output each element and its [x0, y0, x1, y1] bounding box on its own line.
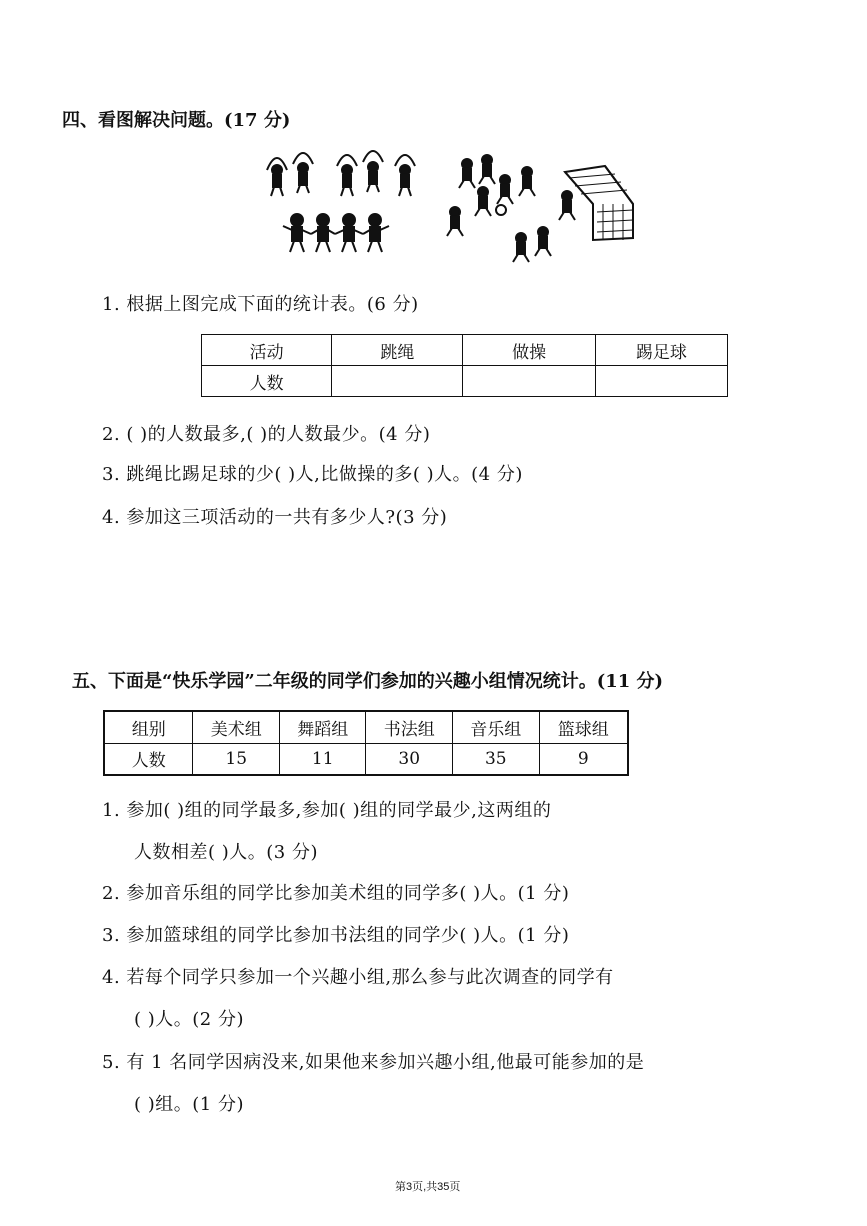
table-row	[202, 366, 728, 397]
interest-group-table	[103, 710, 629, 776]
table-cell: 跳绳	[332, 335, 463, 366]
table-cell: 踢足球	[595, 335, 727, 366]
s5-question-3: 3. 参加篮球组的同学比参加书法组的同学少( )人。(1 分)	[102, 925, 570, 946]
activities-illustration	[255, 148, 675, 278]
table-cell: 35	[453, 743, 540, 775]
table-cell: 活动	[202, 335, 332, 366]
table-row	[104, 743, 628, 775]
table-header-row	[202, 335, 728, 366]
section4-heading: 四、看图解决问题。(17 分)	[62, 110, 291, 131]
table-header-row	[104, 711, 628, 743]
s5-question-2: 2. 参加音乐组的同学比参加美术组的同学多( )人。(1 分)	[102, 883, 570, 904]
s5-question-1-line-2: 人数相差( )人。(3 分)	[134, 842, 318, 863]
jump-rope-kids	[267, 151, 415, 196]
table-cell: 音乐组	[453, 711, 540, 743]
table-cell: 做操	[463, 335, 595, 366]
table-cell: 30	[366, 743, 453, 775]
s5-question-5-line-2: ( )组。(1 分)	[134, 1094, 244, 1115]
table-cell: 舞蹈组	[279, 711, 366, 743]
s5-question-1-line-1: 1. 参加( )组的同学最多,参加( )组的同学最少,这两组的	[102, 800, 552, 821]
exercise-kids	[283, 214, 389, 252]
table-cell: 组别	[104, 711, 193, 743]
s4-question-3: 3. 跳绳比踢足球的少( )人,比做操的多( )人。(4 分)	[102, 464, 523, 485]
table-cell: 书法组	[366, 711, 453, 743]
soccer-kids	[447, 155, 575, 262]
table-cell: 15	[193, 743, 280, 775]
table-cell: 篮球组	[539, 711, 628, 743]
table-cell: 11	[279, 743, 366, 775]
answer-cell-exercise[interactable]	[463, 366, 595, 397]
answer-cell-soccer[interactable]	[595, 366, 727, 397]
table-cell: 人数	[104, 743, 193, 775]
table-cell: 人数	[202, 366, 332, 397]
table-cell: 美术组	[193, 711, 280, 743]
s4-question-4: 4. 参加这三项活动的一共有多少人?(3 分)	[102, 507, 448, 528]
s5-question-5-line-1: 5. 有 1 名同学因病没来,如果他来参加兴趣小组,他最可能参加的是	[102, 1052, 645, 1073]
section5-heading: 五、下面是“快乐学园”二年级的同学们参加的兴趣小组情况统计。(11 分)	[72, 671, 664, 692]
soccer-goal	[565, 166, 633, 240]
s4-question-1: 1. 根据上图完成下面的统计表。(6 分)	[102, 294, 419, 315]
answer-cell-jump-rope[interactable]	[332, 366, 463, 397]
page-number: 第3页,共35页	[395, 1181, 461, 1193]
s5-question-4-line-1: 4. 若每个同学只参加一个兴趣小组,那么参与此次调查的同学有	[102, 967, 614, 988]
activity-stats-table	[201, 334, 728, 397]
table-cell: 9	[539, 743, 628, 775]
s4-question-2: 2. ( )的人数最多,( )的人数最少。(4 分)	[102, 424, 431, 445]
s5-question-4-line-2: ( )人。(2 分)	[134, 1009, 244, 1030]
